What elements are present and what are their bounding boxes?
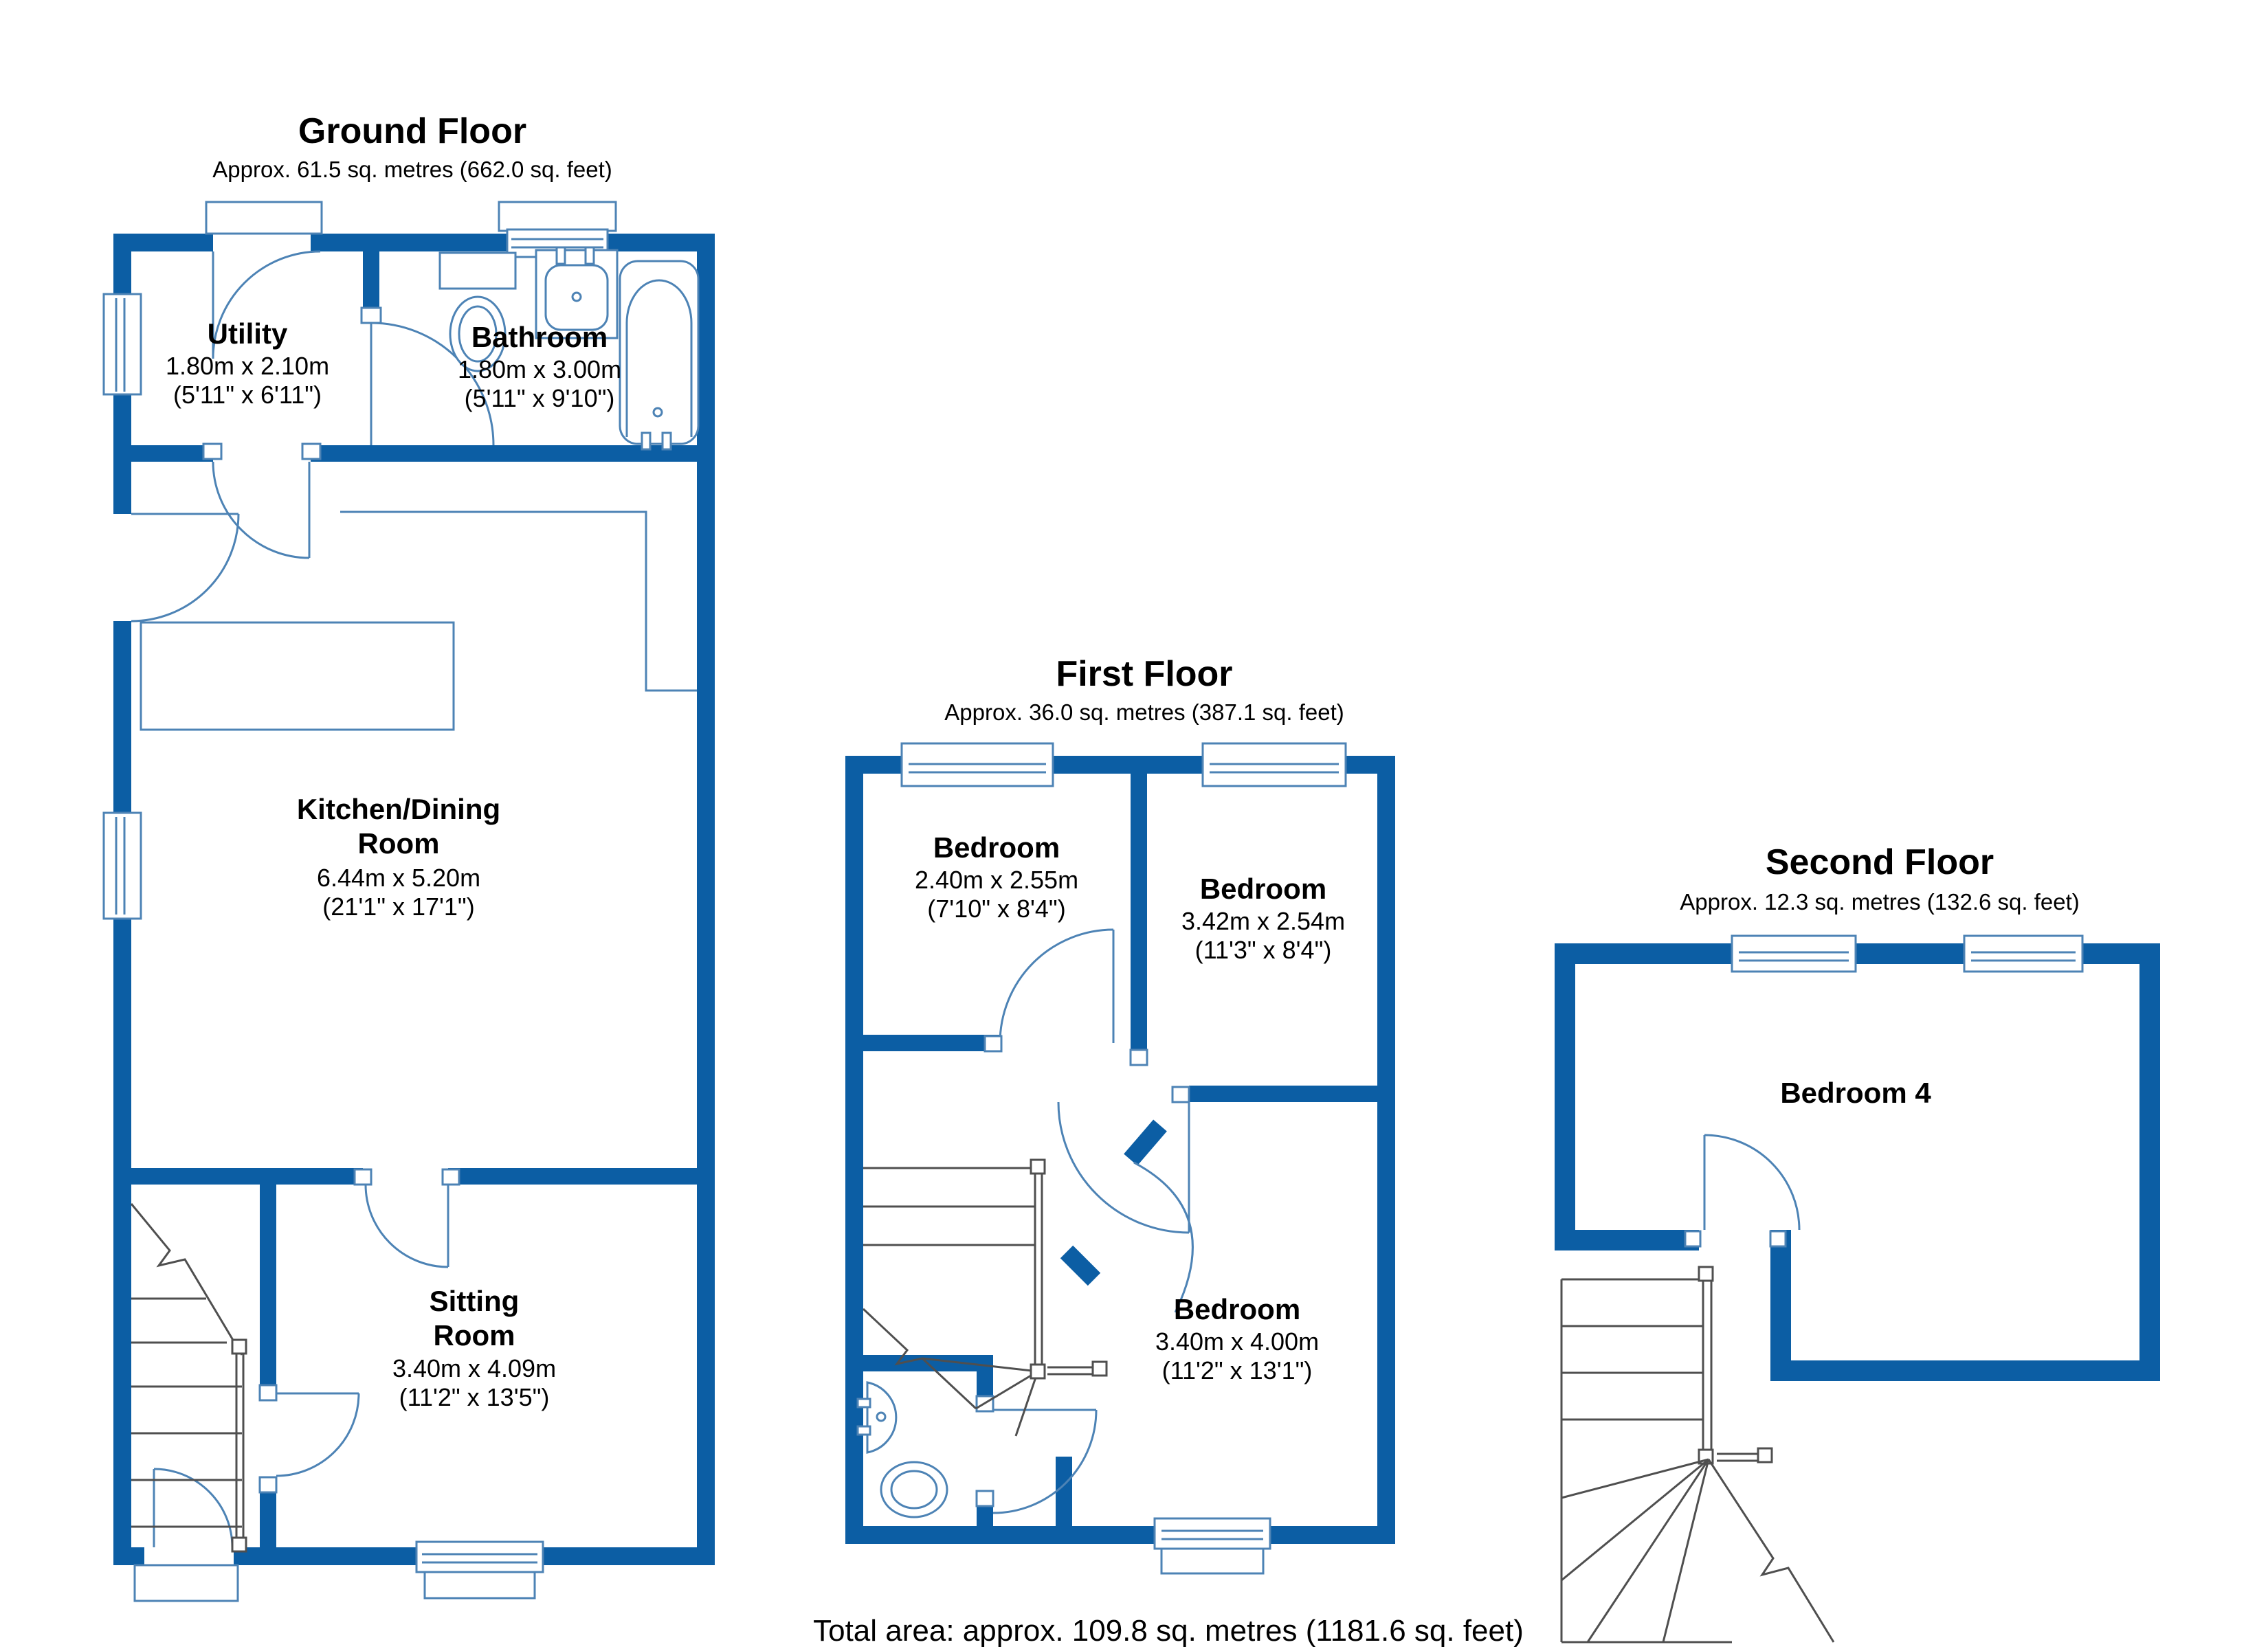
bedroom4-door-arc xyxy=(1704,1135,1799,1230)
bedroom2-imperial: (11'3" x 8'4") xyxy=(1194,936,1332,964)
bedroom3-imperial: (11'2" x 13'1") xyxy=(1161,1356,1313,1384)
kitchen-counter xyxy=(141,512,697,730)
bedroom1-imperial: (7'10" x 8'4") xyxy=(927,895,1066,923)
utility-label: Utility xyxy=(207,317,288,350)
utility-side-window xyxy=(104,294,141,394)
hall-door-arc xyxy=(276,1393,359,1476)
first-bathroom-door-arc xyxy=(993,1410,1096,1513)
first-floor-title: First Floor xyxy=(1056,654,1233,694)
bathroom-label: Bathroom xyxy=(471,321,608,353)
utility-imperial: (5'11" x 6'11") xyxy=(173,381,322,409)
bedroom1-metric: 2.40m x 2.55m xyxy=(914,866,1079,894)
bedroom2-door-arc xyxy=(1058,1102,1189,1233)
bathroom-metric: 1.80m x 3.00m xyxy=(457,355,622,383)
kitchen-side-window xyxy=(104,813,141,919)
sitting-room-window xyxy=(416,1542,543,1572)
kitchen-back-door-arc xyxy=(131,514,238,621)
sitting-room-door-arc xyxy=(366,1185,448,1267)
bedroom2-metric: 3.42m x 2.54m xyxy=(1181,907,1346,935)
bedroom4-window-right xyxy=(1964,936,2082,972)
bedroom1-door-arc xyxy=(1000,930,1113,1043)
bedroom1-label: Bedroom xyxy=(933,831,1060,864)
utility-kitchen-door-arc xyxy=(213,462,309,558)
utility-entry-step xyxy=(206,202,322,234)
bedroom3-metric: 3.40m x 4.00m xyxy=(1155,1327,1320,1356)
ground-stairs xyxy=(131,1204,246,1551)
first-sink-icon xyxy=(867,1382,896,1452)
ground-floor-plan xyxy=(104,111,715,1601)
bedroom2-label: Bedroom xyxy=(1199,873,1327,905)
ground-floor-title: Ground Floor xyxy=(298,111,527,151)
second-floor-subtitle: Approx. 12.3 sq. metres (132.6 sq. feet) xyxy=(1680,889,2080,915)
second-walls xyxy=(1555,943,2160,1381)
second-floor-plan xyxy=(1555,842,2160,1642)
ground-floor-subtitle: Approx. 61.5 sq. metres (662.0 sq. feet) xyxy=(212,157,612,182)
bedroom4-label: Bedroom 4 xyxy=(1780,1077,1931,1109)
second-doors xyxy=(1685,1135,1799,1246)
bedroom3-label: Bedroom xyxy=(1173,1293,1301,1325)
bathroom-window-sill xyxy=(499,202,616,231)
first-floor-plan xyxy=(845,654,1395,1573)
first-room-labels xyxy=(915,831,1345,1384)
sitting-label-line2: Room xyxy=(433,1319,515,1351)
toilet-cistern xyxy=(440,253,515,289)
bedroom4-window-left xyxy=(1732,936,1856,972)
total-area-text: Total area: approx. 109.8 sq. metres (1181.6 sq. feet) xyxy=(813,1614,1524,1648)
bathroom-imperial: (5'11" x 9'10") xyxy=(464,384,615,412)
bedroom3-window-sill xyxy=(1161,1549,1263,1573)
kitchen-label-line2: Room xyxy=(357,827,440,860)
second-stairs xyxy=(1561,1267,1834,1642)
sitting-imperial: (11'2" x 13'5") xyxy=(399,1383,550,1411)
utility-metric: 1.80m x 2.10m xyxy=(165,352,330,380)
bedroom3-door-arc xyxy=(1134,1163,1192,1312)
first-floor-subtitle: Approx. 36.0 sq. metres (387.1 sq. feet) xyxy=(944,699,1344,725)
kitchen-label-line1: Kitchen/Dining xyxy=(296,793,501,825)
entrance-step xyxy=(135,1565,238,1601)
sitting-label-line1: Sitting xyxy=(429,1285,520,1317)
first-bathroom-fixtures xyxy=(858,1382,947,1517)
first-doors xyxy=(977,930,1192,1513)
kitchen-imperial: (21'1" x 17'1") xyxy=(322,893,475,921)
second-floor-title: Second Floor xyxy=(1765,842,1994,882)
sitting-room-window-sill xyxy=(425,1572,535,1598)
kitchen-metric: 6.44m x 5.20m xyxy=(316,864,481,892)
bedroom3-window xyxy=(1155,1518,1270,1549)
sitting-metric: 3.40m x 4.09m xyxy=(392,1354,557,1382)
